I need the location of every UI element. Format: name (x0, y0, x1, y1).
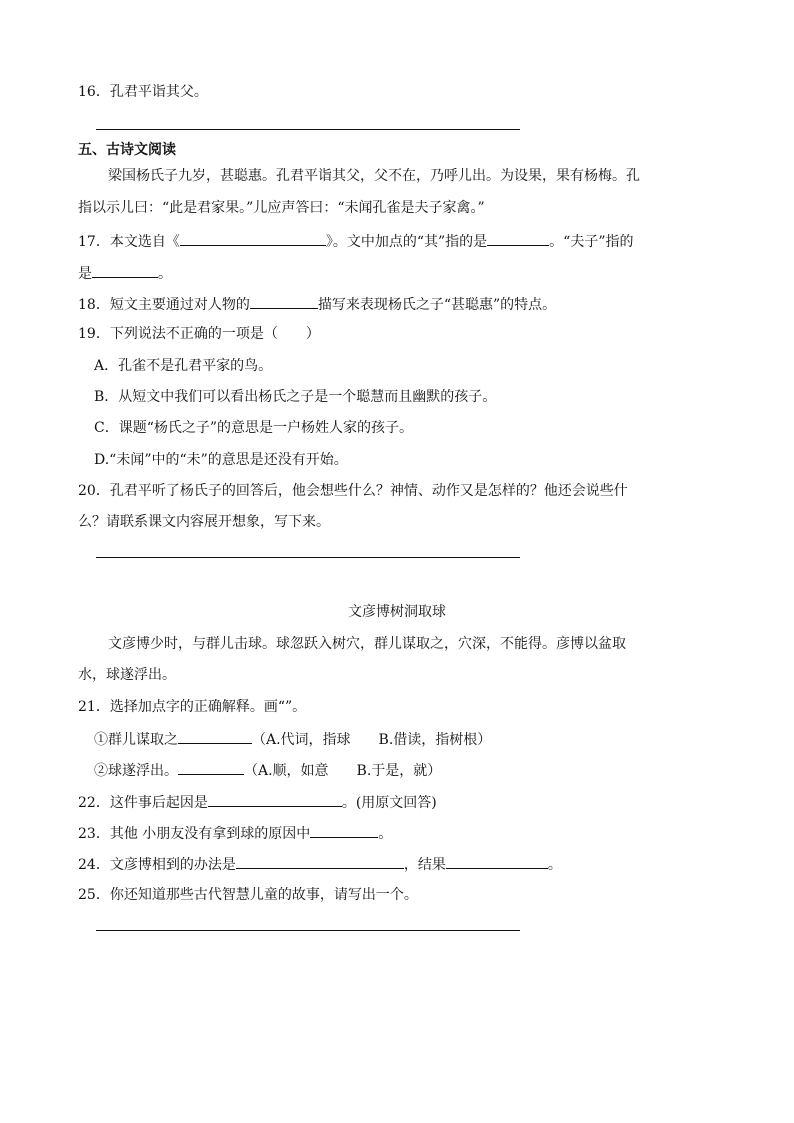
question-text: 22．这件事后起因是 (78, 795, 208, 811)
answer-line[interactable] (96, 129, 520, 130)
blank-field[interactable] (180, 230, 326, 246)
question-25: 25．你还知道那些古代智慧儿童的故事，请写出一个。 (78, 887, 418, 903)
question-text: 17．本文选自《 (78, 234, 180, 250)
question-text: 。 (378, 826, 393, 842)
option-d[interactable]: D.“未闻”中的“未”的意思是还没有开始。 (94, 452, 348, 468)
question-19: 19．下列说法不正确的一项是（ ） (78, 326, 320, 342)
answer-line[interactable] (96, 930, 520, 931)
passage-line: 梁国杨氏子九岁，甚聪惠。孔君平诣其父，父不在，乃呼儿出。为设果，果有杨梅。孔 (108, 168, 640, 184)
blank-field[interactable] (446, 853, 548, 869)
question-20: 20．孔君平听了杨氏子的回答后，他会想些什么？神情、动作又是怎样的？他还会说些什 (78, 483, 628, 499)
blank-field[interactable] (250, 293, 318, 309)
option-c[interactable]: C．课题“杨氏之子”的意思是一户杨姓人家的孩子。 (94, 420, 414, 436)
question-text: ，结果 (403, 857, 446, 873)
option-a[interactable]: A．孔雀不是孔君平家的鸟。 (94, 358, 273, 374)
question-18 (78, 293, 556, 315)
blank-field[interactable] (487, 230, 549, 246)
question-24 (78, 853, 562, 875)
question-text: 。 (547, 857, 562, 873)
blank-field[interactable] (208, 791, 342, 807)
question-text: （A.代词，指球 B.借读，指树根） (252, 732, 492, 748)
question-20-cont: 么？请联系课文内容展开想象，写下来。 (78, 514, 330, 530)
question-text: 。“夫子”指的 (549, 234, 634, 250)
question-text: 18．短文主要通过对人物的 (78, 297, 250, 313)
question-21-item-1 (94, 728, 491, 750)
blank-field[interactable] (92, 262, 158, 278)
blank-field[interactable] (178, 759, 244, 775)
question-23 (78, 822, 392, 844)
question-text: 。 (158, 266, 172, 282)
passage-line: 指以示儿曰：“此是君家果。”儿应声答曰：“未闻孔雀是夫子家禽。” (78, 200, 485, 216)
section-title: 五、古诗文阅读 (78, 142, 176, 158)
option-b[interactable]: B．从短文中我们可以看出杨氏之子是一个聪慧而且幽默的孩子。 (94, 389, 497, 405)
passage-title: 文彦博树洞取球 (348, 604, 446, 620)
question-16: 16．孔君平诣其父。 (78, 84, 208, 100)
question-text: 24．文彦博相到的办法是 (78, 857, 236, 873)
question-text: ②球遂浮出。 (94, 763, 178, 779)
question-text: （A.顺，如意 B.于是，就） (244, 763, 442, 779)
question-text: 是 (78, 266, 92, 282)
question-21-item-2 (94, 759, 441, 781)
question-text: ①群儿谋取之 (94, 732, 178, 748)
question-21: 21．选择加点字的正确解释。画“”。 (78, 699, 307, 715)
blank-field[interactable] (236, 853, 404, 869)
blank-field[interactable] (178, 728, 252, 744)
question-22 (78, 791, 437, 813)
question-text: 描写来表现杨氏之子“甚聪惠”的特点。 (317, 297, 557, 313)
question-text: 23．其他 小朋友没有拿到球的原因中 (78, 826, 311, 842)
question-17-cont (78, 262, 172, 284)
passage-line: 水，球遂浮出。 (78, 667, 176, 683)
passage-line: 文彦博少时，与群儿击球。球忽跃入树穴，群儿谋取之，穴深，不能得。彦博以盆取 (108, 636, 626, 652)
question-text: 》。文中加点的“其”指的是 (325, 234, 488, 250)
question-17 (78, 230, 633, 252)
blank-field[interactable] (310, 822, 378, 838)
answer-line[interactable] (96, 557, 520, 558)
question-text: 。(用原文回答) (341, 795, 437, 811)
